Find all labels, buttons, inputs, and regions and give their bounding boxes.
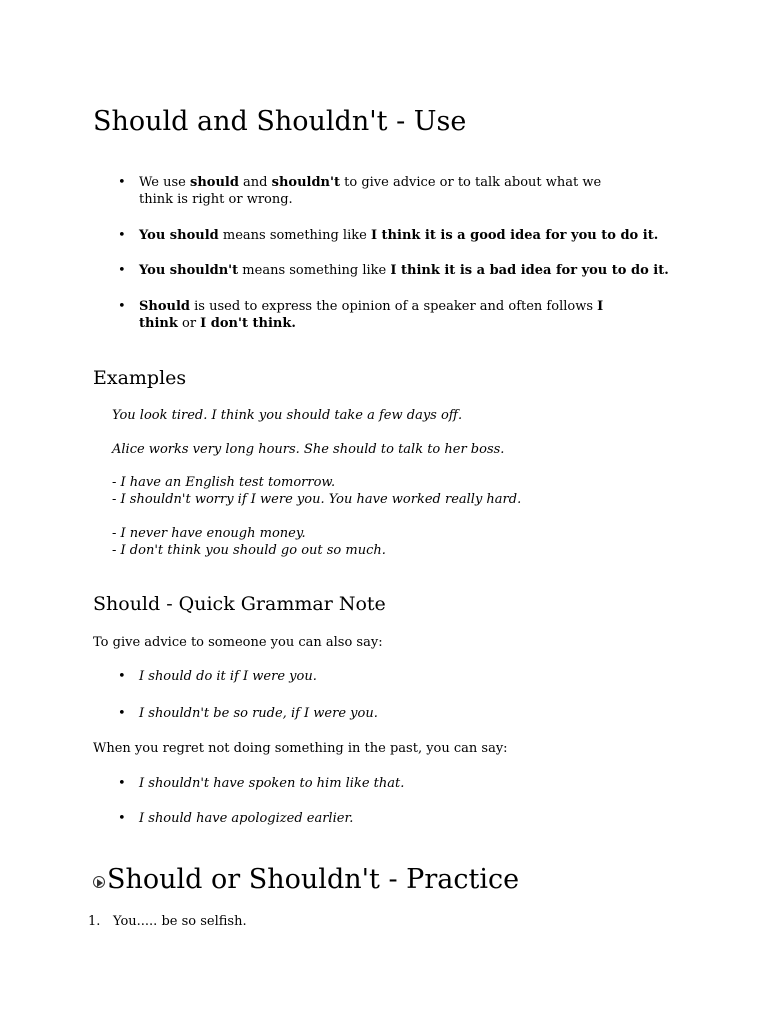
example-line: - I never have enough money. — [112, 526, 306, 541]
use-bullet-text: You should means something like I think it is a good idea for you to do it. — [139, 228, 659, 243]
example-line: - I don't think you should go out so much. — [112, 543, 386, 558]
bullet-dot: • — [118, 669, 126, 684]
advice-intro: To give advice to someone you can also say: — [93, 635, 383, 650]
bullet-dot: • — [118, 706, 126, 721]
use-bullet-text: We use should and shouldn't to give advice or to talk about what we think is right or wrong. — [139, 175, 602, 207]
example-line: - I have an English test tomorrow. — [112, 475, 336, 490]
bullet-dot: • — [118, 299, 126, 314]
bullet-dot: • — [118, 776, 126, 791]
use-bullet-text: You shouldn't means something like I think it is a bad idea for you to do it. — [139, 263, 669, 278]
regret-intro: When you regret not doing something in the past, you can say: — [93, 741, 508, 756]
regret-text: I shouldn't have spoken to him like that. — [139, 776, 405, 791]
bullet-dot: • — [118, 263, 126, 278]
bullet-dot: • — [118, 228, 126, 243]
grammar-heading: Should - Quick Grammar Note — [93, 593, 386, 615]
page-title: Should and Shouldn't - Use — [93, 106, 467, 137]
practice-heading: Should or Shouldn't - Practice — [107, 864, 520, 895]
advice-text: I shouldn't be so rude, if I were you. — [139, 706, 378, 721]
bullet-dot: • — [118, 175, 126, 190]
examples-heading: Examples — [93, 367, 187, 389]
regret-text: I should have apologized earlier. — [139, 811, 354, 826]
example-line: - I shouldn't worry if I were you. You have worked really hard. — [112, 492, 522, 507]
use-bullet-text: Should is used to express the opinion of a speaker and often follows I think or I don't think. — [139, 299, 604, 331]
practice-item-text: You..... be so selfish. — [113, 914, 247, 929]
bullet-dot: • — [118, 811, 126, 826]
example-line: Alice works very long hours. She should to talk to her boss. — [112, 442, 505, 457]
example-line: You look tired. I think you should take a few days off. — [112, 408, 463, 423]
practice-item-number: 1. — [88, 914, 101, 929]
advice-text: I should do it if I were you. — [139, 669, 317, 684]
